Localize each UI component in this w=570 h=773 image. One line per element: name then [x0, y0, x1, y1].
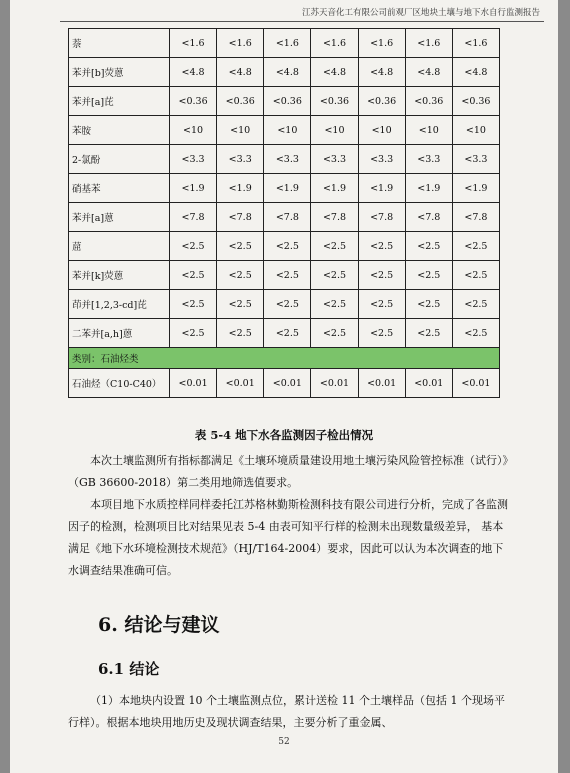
category-band-row	[69, 348, 500, 369]
running-header: 江苏天音化工有限公司前观厂区地块土壤与地下水自行监测报告	[301, 8, 540, 18]
result-value: <1.6	[311, 29, 358, 58]
result-value: <1.9	[405, 174, 452, 203]
analyte-name: 石油烃（C10-C40）	[69, 369, 170, 398]
result-value: <10	[311, 116, 358, 145]
result-value: <2.5	[170, 261, 217, 290]
analyte-name: 䓛	[69, 232, 170, 261]
result-value: <7.8	[358, 203, 405, 232]
result-value: <7.8	[405, 203, 452, 232]
result-value: <0.01	[217, 369, 264, 398]
analyte-name: 苯并[k]荧蒽	[69, 261, 170, 290]
result-value: <4.8	[405, 58, 452, 87]
result-value: <2.5	[170, 232, 217, 261]
result-value: <2.5	[311, 319, 358, 348]
result-value: <1.6	[264, 29, 311, 58]
result-value: <2.5	[311, 261, 358, 290]
result-value: <10	[217, 116, 264, 145]
analyte-name: 苯胺	[69, 116, 170, 145]
result-value: <0.36	[405, 87, 452, 116]
result-value: <4.8	[264, 58, 311, 87]
result-value: <10	[358, 116, 405, 145]
result-value: <2.5	[264, 232, 311, 261]
result-value: <1.6	[217, 29, 264, 58]
result-value: <3.3	[311, 145, 358, 174]
result-value: <2.5	[170, 290, 217, 319]
result-value: <0.01	[405, 369, 452, 398]
result-value: <10	[452, 116, 499, 145]
result-value: <2.5	[217, 232, 264, 261]
result-value: <2.5	[311, 232, 358, 261]
result-value: <3.3	[452, 145, 499, 174]
result-value: <2.5	[405, 232, 452, 261]
result-value: <7.8	[217, 203, 264, 232]
table-row	[69, 232, 500, 261]
result-value: <2.5	[358, 290, 405, 319]
table-row	[69, 87, 500, 116]
result-value: <2.5	[217, 290, 264, 319]
result-value: <0.36	[217, 87, 264, 116]
result-value: <2.5	[311, 290, 358, 319]
result-value: <0.01	[452, 369, 499, 398]
result-value: <0.01	[170, 369, 217, 398]
table-row	[69, 29, 500, 58]
result-value: <4.8	[170, 58, 217, 87]
page-number: 52	[278, 737, 290, 747]
result-value: <2.5	[405, 319, 452, 348]
result-value: <1.9	[311, 174, 358, 203]
result-value: <4.8	[311, 58, 358, 87]
table-row	[69, 116, 500, 145]
result-value: <3.3	[358, 145, 405, 174]
analyte-name: 苯并[a]芘	[69, 87, 170, 116]
result-value: <2.5	[170, 319, 217, 348]
result-value: <10	[264, 116, 311, 145]
result-value: <2.5	[452, 261, 499, 290]
analyte-name: 硝基苯	[69, 174, 170, 203]
result-value: <7.8	[311, 203, 358, 232]
result-value: <1.6	[358, 29, 405, 58]
result-value: <0.36	[311, 87, 358, 116]
result-value: <0.36	[358, 87, 405, 116]
header-rule	[60, 21, 544, 22]
analyte-name: 二苯并[a,h]蒽	[69, 319, 170, 348]
result-value: <0.01	[264, 369, 311, 398]
analyte-name: 苯并[a]蒽	[69, 203, 170, 232]
result-value: <3.3	[264, 145, 311, 174]
table-row	[69, 203, 500, 232]
result-value: <10	[170, 116, 217, 145]
table-row	[69, 58, 500, 87]
paragraph-conclusion-1: （1）本地块内设置 10 个土壤监测点位，累计送检 11 个土壤样品（包括 1 个现场平行样）。根据本地块用地历史及现状调查结果，主要分析了重金属、	[68, 694, 505, 729]
result-value: <2.5	[405, 290, 452, 319]
analyte-name: 苯并[b]荧蒽	[69, 58, 170, 87]
result-value: <3.3	[217, 145, 264, 174]
result-value: <2.5	[358, 261, 405, 290]
result-value: <2.5	[264, 261, 311, 290]
table-row	[69, 369, 500, 398]
table-row	[69, 261, 500, 290]
result-value: <2.5	[264, 319, 311, 348]
result-value: <7.8	[264, 203, 311, 232]
result-value: <10	[405, 116, 452, 145]
result-value: <2.5	[358, 319, 405, 348]
result-value: <1.9	[358, 174, 405, 203]
analyte-name: 萘	[69, 29, 170, 58]
result-value: <2.5	[217, 319, 264, 348]
table-row	[69, 145, 500, 174]
result-value: <2.5	[452, 290, 499, 319]
result-value: <7.8	[170, 203, 217, 232]
result-value: <0.36	[170, 87, 217, 116]
result-value: <1.6	[405, 29, 452, 58]
result-value: <2.5	[217, 261, 264, 290]
result-value: <1.6	[452, 29, 499, 58]
document-page	[10, 0, 558, 773]
paragraph-qc-analysis: 本项目地下水质控样同样委托江苏格林勤斯检测科技有限公司进行分析，完成了各监测因子的检测，检测项目比对结果见表 5-4 由表可知平行样的检测未出现数量级差异， 基本满足《地下水环境检测技术规范》（HJ/T164-2004）要求，因此可以认为本次调查的地下水调查结果准确可信。	[68, 498, 508, 577]
result-value: <0.36	[452, 87, 499, 116]
result-value: <1.9	[170, 174, 217, 203]
table-row	[69, 290, 500, 319]
paragraph-soil-standard: 本次土壤监测所有指标都满足《土壤环境质量建设用地土壤污染风险管控标准（试行）》（GB 36600-2018）第二类用地筛选值要求。	[68, 454, 508, 489]
table-body	[69, 29, 500, 398]
result-value: <1.9	[264, 174, 311, 203]
groundwater-results-table	[68, 28, 500, 398]
result-value: <7.8	[452, 203, 499, 232]
result-value: <0.01	[311, 369, 358, 398]
result-value: <2.5	[264, 290, 311, 319]
result-value: <0.01	[358, 369, 405, 398]
result-value: <2.5	[358, 232, 405, 261]
table-caption: 表 5-4 地下水各监测因子检出情况	[194, 428, 374, 442]
result-value: <1.9	[452, 174, 499, 203]
result-value: <2.5	[452, 319, 499, 348]
result-value: <2.5	[452, 232, 499, 261]
result-value: <1.9	[217, 174, 264, 203]
analyte-name: 2-氯酚	[69, 145, 170, 174]
result-value: <4.8	[217, 58, 264, 87]
subsection-title: 6.1 结论	[98, 660, 160, 678]
result-value: <1.6	[170, 29, 217, 58]
category-band-label: 类别：石油烃类	[69, 348, 500, 369]
analyte-name: 茚并[1,2,3-cd]芘	[69, 290, 170, 319]
result-value: <4.8	[358, 58, 405, 87]
result-value: <4.8	[452, 58, 499, 87]
result-value: <0.36	[264, 87, 311, 116]
result-value: <2.5	[405, 261, 452, 290]
result-value: <3.3	[405, 145, 452, 174]
table-row	[69, 174, 500, 203]
section-title: 6. 结论与建议	[98, 614, 220, 636]
table-row	[69, 319, 500, 348]
result-value: <3.3	[170, 145, 217, 174]
